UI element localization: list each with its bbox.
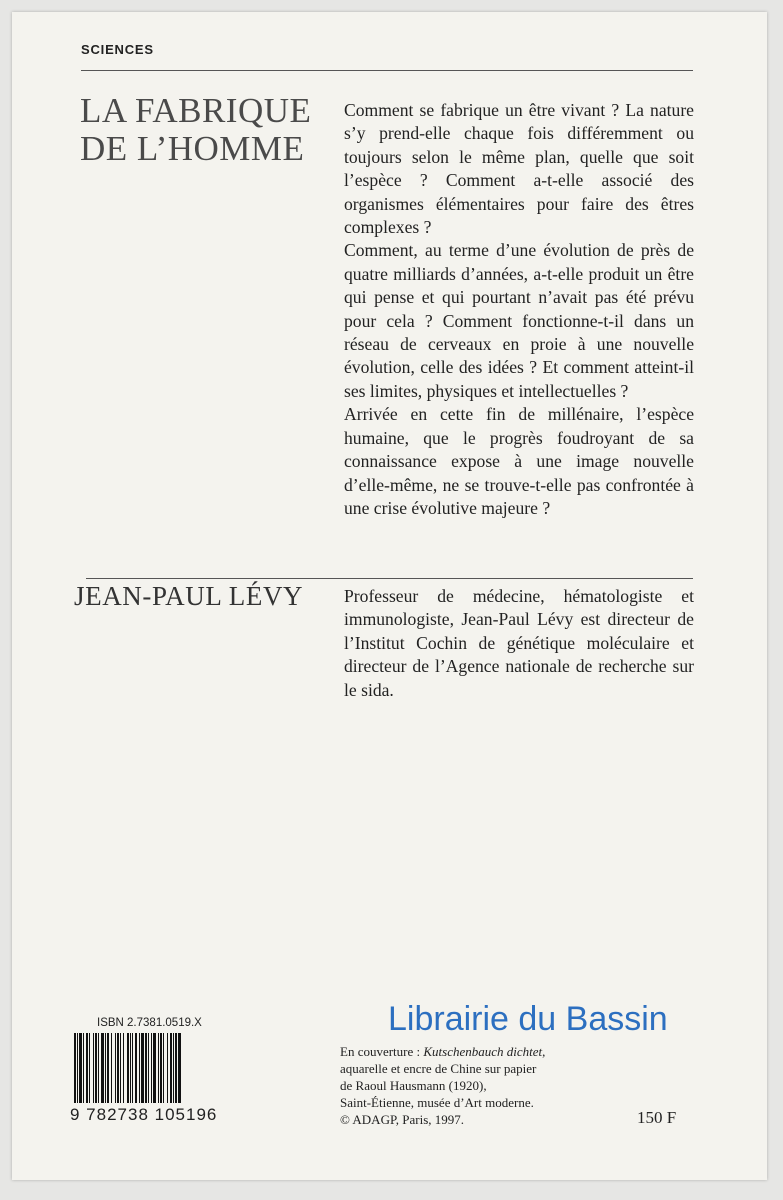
credits-prefix: En couverture : [340, 1044, 424, 1059]
top-divider [81, 70, 693, 71]
bookstore-watermark: Librairie du Bassin [388, 1000, 668, 1038]
credits-line-1 [340, 1043, 600, 1060]
title-line-2: DE L’HOMME [80, 129, 305, 168]
credits-line-5: © ADAGP, Paris, 1997. [340, 1112, 465, 1127]
author-bio: Professeur de médecine, hématologiste et immunologiste, Jean-Paul Lévy est directeur de l’Institut Cochin de génétique moléculaire et directeur de l’Agence nationale de recherche sur le sida. [344, 586, 694, 700]
title-line-1: LA FABRIQUE [80, 91, 312, 130]
middle-divider [86, 578, 693, 579]
credits-line-3: de Raoul Hausmann (1920), [340, 1078, 487, 1093]
blurb-text [344, 99, 694, 520]
blurb-paragraph-2: Comment, au terme d’une évolution de près de quatre milliards d’années, a-t-elle produit un être qui pense et qui pourtant n’avait pas été prévu pour cela ? Comment fonctionne-t-il dans un réseau de cerveaux en proie à une nouvelle évolution, celle des idées ? Et comment atteint-il ses limites, physiques et intellectuelles ? [344, 240, 694, 401]
author-name: JEAN-PAUL LÉVY [74, 581, 304, 611]
credits-line-4: Saint-Étienne, musée d’Art moderne. [340, 1095, 534, 1110]
blurb-paragraph-3: Arrivée en cette fin de millénaire, l’espèce humaine, que le progrès foudroyant de sa connaissance expose à une image nouvelle d’elle-même, ne se trouve-t-elle pas confrontée à une crise évolutive majeure ? [344, 404, 694, 518]
blurb-paragraph-1: Comment se fabrique un être vivant ? La nature s’y prend-elle chaque fois différemment ou toujours selon le même plan, quelle que soit l’espèce ? Comment a-t-elle associé des organismes élémentaires pour faire des êtres complexes ? [344, 100, 694, 238]
barcode-icon [72, 1033, 238, 1105]
price-label: 150 F [637, 1108, 677, 1127]
barcode-digits: 9 782738 105196 [70, 1105, 218, 1124]
credits-suffix: , [542, 1044, 546, 1059]
category-label: SCIENCES [81, 42, 154, 57]
cover-credits [340, 1043, 600, 1128]
credits-artwork-title: Kutschenbauch dichtet [423, 1044, 543, 1059]
book-title [80, 92, 311, 168]
credits-line-2: aquarelle et encre de Chine sur papier [340, 1061, 537, 1076]
isbn-label: ISBN 2.7381.0519.X [97, 1017, 202, 1029]
